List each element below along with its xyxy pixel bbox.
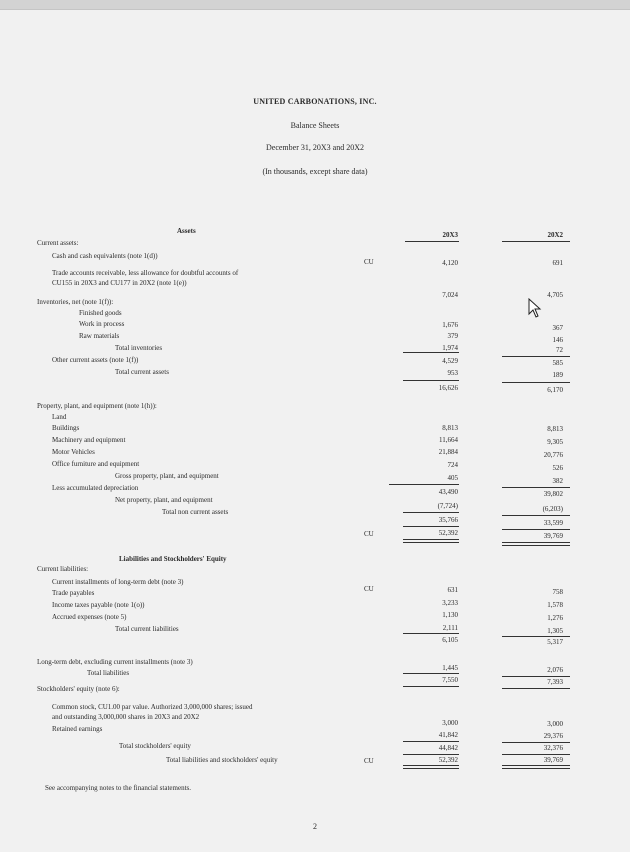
subtotal-line [403,352,459,353]
common-stock-label: Common stock, CU1.00 par value. Authorized 3,000,000 shares; issued [52,703,253,711]
long-term-debt-20x2: 2,076 [547,666,563,674]
currency-mark: CU [364,530,374,538]
total-current-assets-20x2: 6,170 [547,386,563,394]
page-number: 2 [313,822,317,831]
accrued-expenses-label: Accrued expenses (note 5) [52,613,127,621]
cash-20x3: 4,120 [442,259,458,267]
subtotal-line [403,686,459,687]
income-taxes-20x3: 1,130 [442,611,458,619]
retained-earnings-20x2: 29,376 [543,732,563,740]
current-lt-debt-20x3: 631 [447,586,458,594]
office-furniture-20x3: 405 [447,474,458,482]
liabilities-heading: Liabilities and Stockholders' Equity [119,555,227,563]
retained-earnings-20x3: 41,842 [438,731,458,739]
window-top-edge [0,0,630,10]
total-liabilities-equity-label: Total liabilities and stockholders' equity [166,756,278,764]
trade-payables-label: Trade payables [52,589,95,597]
total-equity-label: Total stockholders' equity [119,742,191,750]
land-label: Land [52,413,67,421]
machinery-20x2: 20,776 [543,451,563,459]
currency-mark: CU [364,585,374,593]
subtotal-line [403,526,459,527]
land-20x2: 8,813 [547,425,563,433]
total-noncurrent-label: Total non current assets [162,508,229,516]
subtotal-line [502,515,570,516]
net-ppe-label: Net property, plant, and equipment [115,496,213,504]
cash-20x2: 691 [552,259,563,267]
office-furniture-20x2: 382 [552,477,563,485]
subtotal-line [502,487,570,488]
column-header-20x2: 20X2 [547,231,563,239]
total-double-underline [403,539,459,543]
total-liabilities-equity-20x2: 39,769 [543,756,563,764]
subtotal-line [502,676,570,677]
wip-20x2: 146 [552,336,563,344]
statement-dates: December 31, 20X3 and 20X2 [266,143,364,152]
income-taxes-20x2: 1,276 [547,614,563,622]
current-liabilities-heading: Current liabilities: [37,565,89,573]
subtotal-line [403,754,459,755]
subtotal-line [502,742,570,743]
gross-ppe-20x3: 43,490 [438,488,458,496]
net-ppe-20x2: 33,599 [543,519,563,527]
other-current-assets-20x2: 189 [552,371,563,379]
finished-goods-20x3: 1,676 [442,321,458,329]
receivable-20x2: 4,705 [547,291,563,299]
receivable-label: Trade accounts receivable, less allowance for doubtful accounts of [52,269,239,277]
common-stock-label-cont: and outstanding 3,000,000 shares in 20X3 and 20X2 [52,713,200,721]
ppe-heading: Property, plant, and equipment (note 1(h)): [37,402,157,410]
subtotal-line [502,636,570,637]
total-liabilities-label: Total liabilities [87,669,130,677]
raw-materials-20x2: 72 [556,346,563,354]
gross-ppe-20x2: 39,802 [543,490,563,498]
wip-label: Work in process [79,320,125,328]
depreciation-20x2: (6,203) [542,505,563,513]
total-current-liabilities-20x2: 5,317 [547,638,563,646]
total-double-underline [403,765,459,769]
subtotal-line [502,529,570,530]
subtotal-line [502,356,570,357]
current-lt-debt-20x2: 758 [552,588,563,596]
footnote: See accompanying notes to the financial statements. [45,784,191,792]
company-name: UNITED CARBONATIONS, INC. [253,97,377,106]
total-equity-20x2: 32,376 [543,744,563,752]
cash-label: Cash and cash equivalents (note 1(d)) [52,252,158,260]
total-equity-20x3: 44,842 [438,744,458,752]
buildings-label: Buildings [52,424,80,432]
finished-goods-label: Finished goods [79,309,122,317]
retained-earnings-label: Retained earnings [52,725,103,733]
total-current-assets-20x3: 16,626 [438,384,458,392]
raw-materials-label: Raw materials [79,332,120,340]
subtotal-line [502,754,570,755]
total-current-liabilities-label: Total current liabilities [115,625,179,633]
motor-vehicles-label: Motor Vehicles [52,448,95,456]
total-liabilities-20x3: 7,550 [442,676,458,684]
motor-vehicles-20x3: 724 [447,461,458,469]
long-term-debt-label: Long-term debt, excluding current installments (note 3) [37,658,193,666]
subtotal-line [403,380,459,381]
trade-payables-20x2: 1,578 [547,601,563,609]
total-double-underline [502,542,570,546]
total-liabilities-equity-20x3: 52,392 [438,756,458,764]
trade-payables-20x3: 3,233 [442,599,458,607]
total-current-assets-label: Total current assets [115,368,169,376]
stockholders-equity-heading: Stockholders' equity (note 6): [37,685,120,693]
subtotal-line [502,382,570,383]
land-20x3: 8,813 [442,424,458,432]
motor-vehicles-20x2: 526 [552,464,563,472]
depreciation-20x3: (7,724) [437,502,458,510]
statement-units: (In thousands, except share data) [262,167,368,176]
total-liabilities-20x2: 7,393 [547,678,563,686]
other-current-assets-label: Other current assets (note 1(f)) [52,356,139,364]
subtotal-line [389,484,459,485]
wip-20x3: 379 [447,332,458,340]
subtotal-line [403,673,459,674]
raw-materials-20x3: 1,974 [442,344,458,352]
inventories-label: Inventories, net (note 1(f)): [37,298,114,306]
total-double-underline [502,765,570,769]
common-stock-20x2: 3,000 [547,720,563,728]
receivable-label-cont: CU155 in 20X3 and CU177 in 20X2 (note 1(e)) [52,279,187,287]
buildings-20x3: 11,664 [439,436,458,444]
total-current-liabilities-20x3: 6,105 [442,636,458,644]
currency-mark: CU [364,757,374,765]
subtotal-line [403,741,459,742]
currency-mark: CU [364,258,374,266]
income-taxes-label: Income taxes payable (note 1(o)) [52,601,145,609]
total-noncurrent-20x3: 52,392 [438,529,458,537]
buildings-20x2: 9,305 [547,438,563,446]
total-inventories-20x2: 585 [552,359,563,367]
subtotal-line [502,688,570,689]
subtotal-line [403,512,459,513]
accrued-expenses-20x2: 1,305 [547,627,563,635]
gross-ppe-label: Gross property, plant, and equipment [115,472,219,480]
assets-heading: Assets [177,227,196,235]
current-lt-debt-label: Current installments of long-term debt (note 3) [52,578,184,586]
receivable-20x3: 7,024 [442,291,458,299]
machinery-label: Machinery and equipment [52,436,126,444]
office-furniture-label: Office furniture and equipment [52,460,140,468]
column-underline [405,241,459,242]
total-noncurrent-20x2: 39,769 [543,532,563,540]
statement-title: Balance Sheets [290,121,340,130]
net-ppe-20x3: 35,766 [438,516,458,524]
mouse-pointer-icon [528,298,542,318]
long-term-debt-20x3: 1,445 [442,664,458,672]
column-header-20x3: 20X3 [442,231,458,239]
common-stock-20x3: 3,000 [442,719,458,727]
column-underline [502,241,570,242]
machinery-20x3: 21,884 [438,448,458,456]
depreciation-label: Less accumulated depreciation [52,484,139,492]
subtotal-line [403,633,459,634]
finished-goods-20x2: 367 [552,324,563,332]
total-inventories-label: Total inventories [115,344,163,352]
other-current-assets-20x3: 953 [447,369,458,377]
total-inventories-20x3: 4,529 [442,357,458,365]
current-assets-heading: Current assets: [37,239,79,247]
accrued-expenses-20x3: 2,111 [442,624,458,632]
